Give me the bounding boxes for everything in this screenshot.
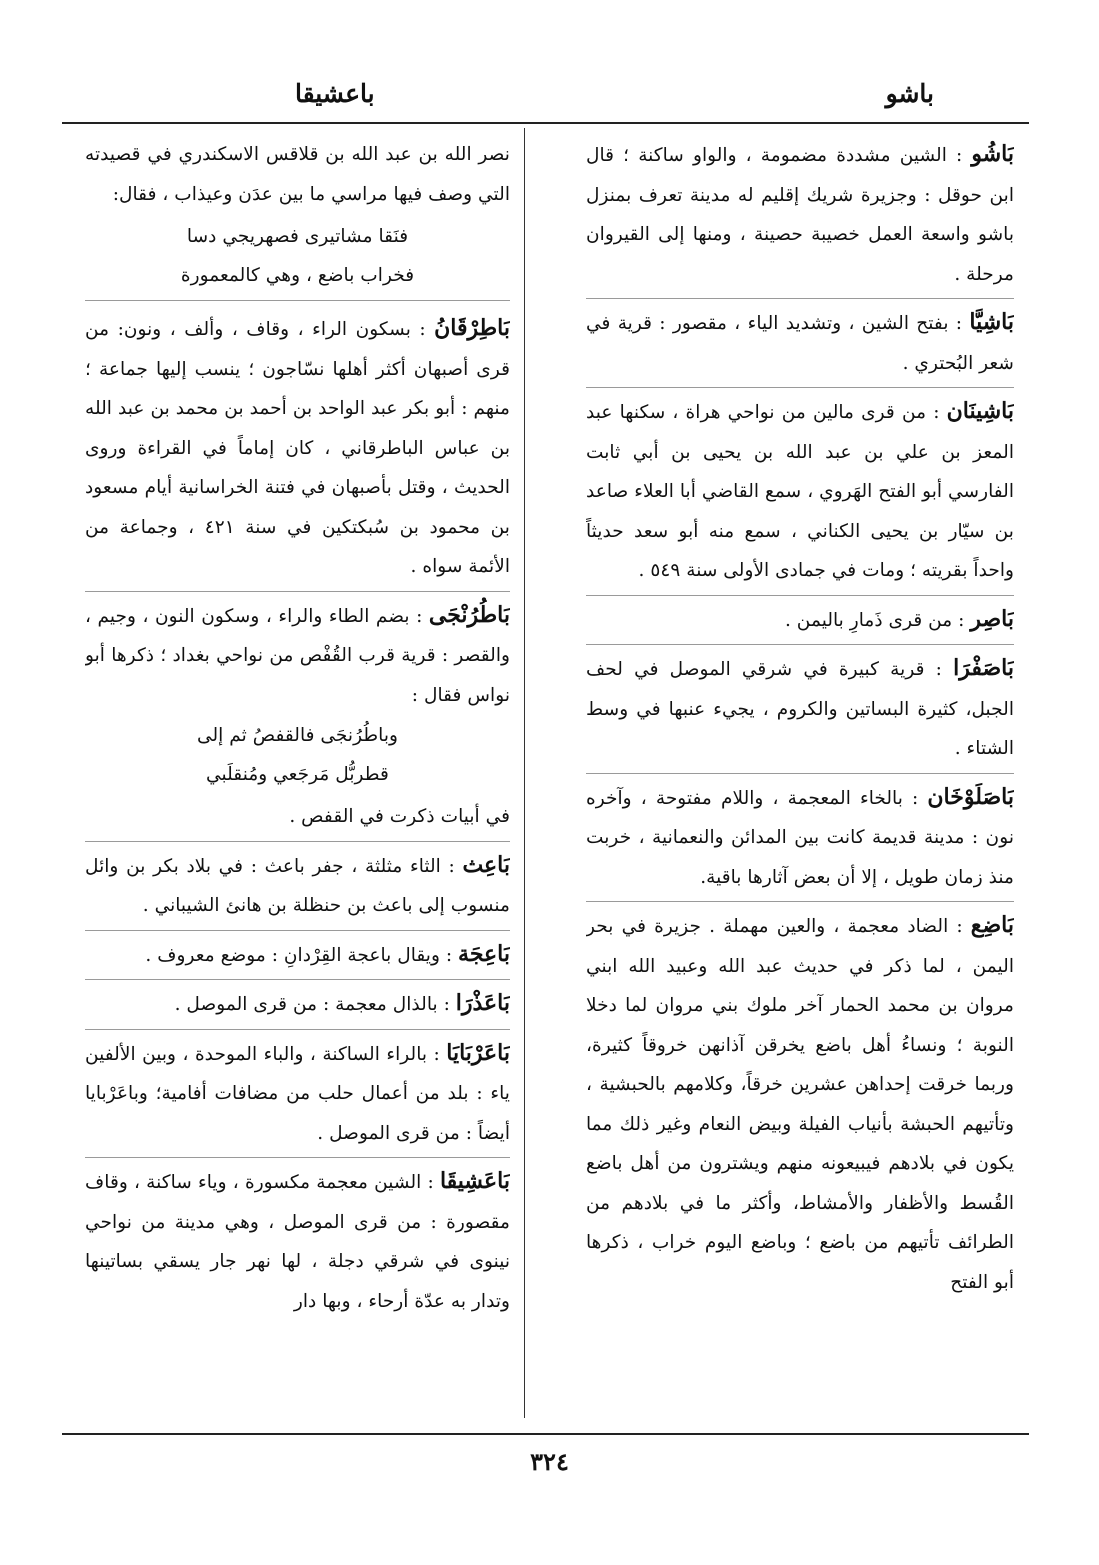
left-column	[85, 135, 510, 1420]
entry-text: : الضاد معجمة ، والعين مهملة . جزيرة في بحر اليمن ، لما ذكر في حديث عبد الله وعبيد الله ابني مروان بن محمد الحمار آخر ملوك بني مروان لما دخلا النوبة ؛ ونساءُ أهل باضع يخرقن آذانهن خروقاً كثيرة، وربما خرقت إحداهن عشرين خرقاً، وكلامهم بالحبشية ، وتأتيهم الحبشة بأنياب الفيلة وبيض النعام وغير ذلك مما يكون في بلادهم فيبيعونه منهم ويشترون من أهل باضع القُسط والأظفار والأمشاط، وأكثر ما في بلادهم من الطرائف تأتيهم من باضع ؛ وباضع اليوم خراب ، ذكرها أبو الفتح	[586, 916, 1014, 1293]
entry-basalukhan	[586, 778, 1014, 903]
entry-text: : من قرى مالين من نواحي هراة ، سكنها عبد المعز بن علي بن عبد الله بن يحيى بن أبي ثابت الفارسي أبو الفتح الهَروي ، سمع القاضي أبا العلاء صاعد بن سيّار بن يحيى الكناني ، سمع منه أبو سعد حديثاً واحداً بقريته ؛ ومات في جمادى الأولى سنة ٥٤٩ .	[586, 402, 1014, 581]
entry-text: : قرية كبيرة في شرقي الموصل في لحف الجبل، كثيرة البساتين والكروم ، يجيء عنبها في وسط الشتاء .	[586, 659, 1014, 759]
entry-text: : الثاء مثلثة ، جفر باعث : في بلاد بكر بن وائل منسوب إلى باعث بن حنظلة بن هانئ الشيباني .	[85, 855, 510, 916]
headword: بَاشِيَّا	[969, 309, 1014, 335]
poem-line: قطربُّل مَرجَعي ومُنقلَبي	[206, 764, 389, 785]
entry-batirqan	[85, 309, 510, 592]
entry-bashu	[586, 135, 1014, 299]
running-head-left: باعشيقا	[295, 79, 375, 108]
footer-rule	[62, 1433, 1029, 1435]
entry-baarbaya	[85, 1034, 510, 1159]
headword: بَاشِينَان	[946, 398, 1014, 424]
headword: بَاصَفْرَا	[953, 655, 1014, 681]
entry-baadhra	[85, 984, 510, 1030]
entry-bashinan	[586, 392, 1014, 596]
poem-line: فخراب باضع ، وهي كالمعمورة	[85, 257, 510, 301]
headword: بَاطِرْقَانُ	[434, 315, 510, 341]
headword: بَاضِع	[970, 912, 1014, 938]
entry-text: : الشين معجمة مكسورة ، وياء ساكنة ، وقاف مقصورة : من قرى الموصل ، وهي مدينة من نواحي نينوى في شرقي دجلة ، لها نهر جار يسقي بساتينها وتدار به عدّة أرحاء ، وبها دار	[85, 1172, 510, 1312]
headword: بَاعَذْرَا	[455, 990, 510, 1016]
entry-baith	[85, 846, 510, 931]
entry-baashiqa	[85, 1162, 510, 1325]
headword: بَاعَرْبَايَا	[446, 1039, 510, 1066]
entry-baija	[85, 935, 510, 981]
entry-text: : بضم الطاء والراء ، وسكون النون ، وجيم ، والقصر : قرية قرب القُفْص من نواحي بغداد ؛ ذكرها أبو نواس فقال :	[85, 605, 510, 706]
running-head-right: باشو	[885, 79, 934, 108]
right-column	[586, 135, 1014, 1420]
entry-text: في أبيات ذكرت في القفص .	[289, 806, 510, 827]
entry-text: : بالراء الساكنة ، والباء الموحدة ، وبين الألفين ياء : بلد من أعمال حلب من مضافات أفامية؛ وباعَرْبايا أيضاً : من قرى الموصل .	[85, 1043, 510, 1144]
headword: بَاصَلَوْخَان	[927, 783, 1014, 810]
headword: بَاعَشِيقَا	[439, 1168, 510, 1194]
entry-text: : ويقال باعجة القِرْدانِ : موضع معروف .	[145, 944, 459, 966]
headword: بَاشُو	[971, 141, 1014, 167]
entry-baturunja	[85, 596, 510, 842]
entry-text: : بسكون الراء ، وقاف ، وألف ، ونون: من قرى أصبهان أكثر أهلها نسّاجون ؛ ينسب إليها جماعة ؛ منهم : أبو بكر عبد الواحد بن أحمد بن محمد بن عبد الله بن عباس الباطرقاني ، كان إماماً في القراءة وروى الحديث ، وقتل بأصبهان في فتنة الخراسانية أيام مسعود بن محمود بن سُبكتكين في سنة ٤٢١ ، وجماعة من الأئمة سواه .	[85, 319, 510, 577]
headword: بَاطُرُنْجَى	[428, 601, 510, 628]
poem-line: وباطُرُنجَى فالقفصُ ثم إلى	[197, 725, 398, 746]
headword: بَاعِجَة	[458, 940, 510, 967]
entry-badi	[586, 906, 1014, 1306]
headword: بَاصِر	[970, 605, 1014, 632]
entry-text: : بالذال معجمة : من قرى الموصل .	[174, 994, 456, 1015]
entry-bashiya	[586, 303, 1014, 388]
continued-text: نصر الله بن عبد الله بن قلاقس الاسكندري في قصيدته التي وصف فيها مراسي ما بين عدَن وعيذاب ، فقال:	[85, 144, 510, 205]
poem-line: فنَقا مشاتيرى فصهريجي دسا	[186, 226, 409, 247]
entry-text: : بفتح الشين ، وتشديد الياء ، مقصور : قرية في شعر البُحتري .	[586, 313, 1014, 374]
column-divider	[524, 128, 525, 1418]
entry-basir	[586, 600, 1014, 646]
headword: بَاعِث	[462, 851, 510, 878]
page-number: ٣٢٤	[530, 1447, 569, 1476]
entry-text: : من قرى ذَمارِ باليمن .	[784, 609, 971, 631]
header-rule	[62, 122, 1029, 124]
entry-text: : الشين مشددة مضمومة ، والواو ساكنة ؛ قال ابن حوقل : وجزيرة شريك إقليم له مدينة تعرف بمنزل باشو واسعة العمل خصيبة حصينة ، ومنها إلى القيروان مرحلة .	[586, 145, 1014, 285]
entry-basafra	[586, 649, 1014, 774]
entry-text: : بالخاء المعجمة ، واللام مفتوحة ، وآخره نون : مدينة قديمة كانت بين المدائن والنعمانية ، خربت منذ زمان طويل ، إلا أن بعض آثارها باقية.	[586, 787, 1014, 888]
page-header	[60, 72, 1029, 116]
